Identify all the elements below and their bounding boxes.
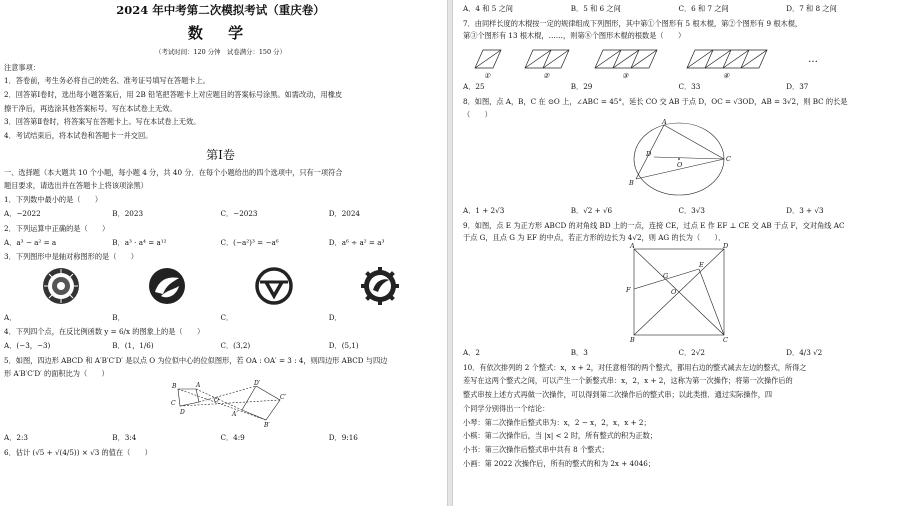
q10-line: 10．有依次排列的 2 个整式：x，x + 2，对任意相邻的两个整式，都用右边的整式减去左边的整式，所得之 <box>463 362 807 372</box>
question-10 <box>463 363 894 469</box>
label-c: C <box>722 336 728 344</box>
fig-label-2: ② <box>543 72 550 81</box>
question-stem: 8．如图，点 A，B，C 在 ⊙O 上，∠ABC = 45°，延长 CO 交 AB 于点 D，OC = √3OD，AB = 3√2，则 BC 的长是 <box>463 96 848 106</box>
label-e: E <box>698 261 704 270</box>
label-c: C <box>170 400 176 408</box>
square-diagram <box>619 243 739 343</box>
option-b: B．5 和 6 之间 <box>570 4 621 13</box>
option-b: B．a³ · a⁴ = a¹² <box>112 237 167 247</box>
question-stem: （ ） <box>463 109 492 119</box>
option-a: A． <box>4 312 17 322</box>
option-a: A．25 <box>463 82 485 92</box>
option-a: A．2 <box>463 347 480 357</box>
question-1 <box>4 195 437 218</box>
option-c: C．−2023 <box>220 209 258 219</box>
notes-title: 注意事项： <box>4 63 40 73</box>
option-a: A．a³ − a² = a <box>4 237 57 247</box>
options-row <box>4 341 437 351</box>
label-b: B <box>171 383 176 391</box>
circle-figure <box>463 119 894 202</box>
options-row <box>463 82 894 92</box>
note-line: 擦干净后，再选涂其他答案标号。写在本试卷上无效。 <box>4 103 177 113</box>
question-stem: 7．由同样长度的木棍按一定的规律组成下列图形，其中第①个图形有 5 根木棍，第②个图形有 9 根木棍， <box>463 18 803 28</box>
question-7 <box>463 19 894 92</box>
question-stem: 2．下列运算中正确的是（ ） <box>4 223 110 233</box>
option-d: D．(5,1) <box>328 341 359 351</box>
exam-title: 2024 年中考第二次模拟考试（重庆卷） <box>116 3 325 17</box>
option-d: D．a⁶ ÷ a² = a³ <box>328 237 385 247</box>
swirl-logo <box>145 266 189 306</box>
option-c: C．(3,2) <box>220 341 251 351</box>
option-b-figure <box>145 266 189 309</box>
option-c: C． <box>220 312 234 322</box>
option-b: B．3:4 <box>112 433 137 443</box>
ornate-disc-logo <box>39 266 83 306</box>
option-c: C．4:9 <box>220 433 245 443</box>
stick-pattern-figure <box>463 44 893 80</box>
option-c: C．2√2 <box>678 347 705 357</box>
label-b: B <box>629 336 635 344</box>
question-stem: 6．估计 (√5 + √(4/5)) × √3 的值在（ ） <box>4 447 152 457</box>
note-line: 3．回答第Ⅱ卷时，将答案写在答题卡上。写在本试卷上无效。 <box>4 117 201 127</box>
label-o: O <box>670 288 676 297</box>
options-row <box>4 209 437 219</box>
homothety-diagram <box>156 380 286 428</box>
label-c-prime: C′ <box>279 394 286 402</box>
option-a: A．(−3，−3) <box>4 341 51 351</box>
square-figure <box>463 243 894 346</box>
label-b-prime: B′ <box>263 422 270 429</box>
label-f: F <box>625 286 631 295</box>
question-stem: 4．下列四个点，在反比例函数 y = 6/x 的图象上的是（ ） <box>4 327 205 337</box>
option-d: D． <box>328 312 342 322</box>
q10-line: 小画：第 2022 次操作后，所有的整式的和为 2x + 4046； <box>463 458 656 468</box>
question-4 <box>4 327 437 350</box>
option-c: C．(−a²)³ = −a⁶ <box>220 237 279 247</box>
option-c: C．3√3 <box>678 206 705 216</box>
label-d: D <box>179 409 185 417</box>
ring-v-logo <box>252 266 296 306</box>
option-a: A．2:3 <box>4 433 28 443</box>
label-d: D <box>722 243 728 251</box>
notes-list <box>4 76 437 141</box>
option-b: B．2023 <box>112 209 144 219</box>
gear-logo <box>358 266 402 306</box>
question-5 <box>4 356 437 443</box>
options-row <box>4 238 437 248</box>
question-3 <box>4 252 437 322</box>
option-d: D．9:16 <box>328 433 358 443</box>
section-intro: 题目要求，请选出并在答题卡上将该项涂黑） <box>4 180 148 190</box>
option-d: D．7 和 8 之间 <box>786 4 837 13</box>
option-d: D．4/3 √2 <box>786 347 823 357</box>
question-2 <box>4 224 437 247</box>
q10-line: 差写在这两个整式之间，可以产生一个新整式串：x，2，x + 2，这称为第一次操作；将第一次操作后的 <box>463 376 793 386</box>
option-b: B．(1，1/6) <box>112 341 154 351</box>
question-9 <box>463 221 894 358</box>
label-g: G <box>662 272 668 281</box>
subject-title: 数 学 <box>187 23 254 42</box>
option-d: D．2024 <box>328 209 360 219</box>
section-intro: 一、选择题（本大题共 10 个小题，每小题 4 分，共 40 分．在每个小题给出的四个选项中，只有一项符合 <box>4 167 343 177</box>
option-a: A．−2022 <box>4 209 41 219</box>
option-b: B．29 <box>570 82 593 92</box>
option-d-figure <box>358 266 402 309</box>
label-a: A <box>661 119 667 127</box>
question-stem: 于点 G，且点 G 为 EF 的中点，若正方形的边长为 4√2，则 AG 的长为（ ）． <box>463 233 726 243</box>
question-stem: 1．下列数中最小的是（ ） <box>4 195 103 205</box>
option-d: D．3 + √3 <box>786 206 824 216</box>
option-a-figure <box>39 266 83 309</box>
options-row <box>463 206 894 216</box>
circle-diagram <box>624 119 734 199</box>
q10-line: 小书：第三次操作后整式串中共有 8 个整式； <box>463 444 609 454</box>
q10-line: 小棋：第二次操作后，当 |x| < 2 时，所有整式的积为正数； <box>463 431 657 441</box>
question-stem: 形 A′B′C′D′ 的面积比为（ ） <box>4 368 109 378</box>
option-d: D．37 <box>786 82 809 92</box>
label-o: O <box>213 397 219 405</box>
label-a-prime: A′ <box>231 411 238 419</box>
q6-options-row <box>463 4 894 14</box>
question-stem: 第③个图形有 13 根木棍，……，则第⑧个图形木棍的根数是（ ） <box>463 31 686 41</box>
option-b: B． <box>112 312 125 322</box>
options-row <box>463 348 894 358</box>
exam-info: （考试时间：120 分钟 试卷满分：150 分） <box>155 47 286 56</box>
logo-figures <box>4 266 437 309</box>
note-line: 2．回答第Ⅰ卷时，选出每小题答案后，用 2B 铅笔把答题卡上对应题目的答案标号涂黑。如需改动，用橡皮 <box>4 89 343 99</box>
question-stem: 5．如图，四边形 ABCD 和 A′B′C′D′ 是以点 O 为位似中心的位似图形，若 OA : OA′ = 3 : 4，则四边形 ABCD 与四边 <box>4 355 388 365</box>
left-page <box>0 0 447 506</box>
option-c-figure <box>252 266 296 309</box>
fig-label-3: ③ <box>622 72 629 81</box>
note-line: 4．考试结束后，将本试卷和答题卡一并交回。 <box>4 131 153 140</box>
label-a: A <box>195 382 200 390</box>
homothety-figure <box>4 380 437 431</box>
option-c: C．33 <box>678 82 701 92</box>
note-line: 1．答卷前，考生务必将自己的姓名、准考证号填写在答题卡上。 <box>4 76 210 86</box>
ellipsis-mark: … <box>808 54 818 66</box>
options-row <box>4 313 437 323</box>
fig-label-1: ① <box>484 72 491 81</box>
question-8 <box>463 97 894 216</box>
part-title: 第Ⅰ卷 <box>206 147 235 162</box>
label-d-prime: D′ <box>253 380 260 388</box>
q10-line: 小琴：第二次操作后整式串为：x，2 − x，2，x，x + 2； <box>463 417 651 427</box>
label-a: A <box>629 243 635 251</box>
option-c: C．6 和 7 之间 <box>678 4 729 13</box>
option-a: A．4 和 5 之间 <box>463 4 513 13</box>
q10-line: 整式串按上述方式再做一次操作，可以得到第二次操作后的整式串；以此类推．通过实际操作，四 <box>463 390 773 400</box>
label-b: B <box>628 179 634 188</box>
option-a: A．1 + 2√3 <box>463 206 505 216</box>
option-b: B．√2 + √6 <box>570 206 613 216</box>
question-6 <box>4 448 437 458</box>
label-o: O <box>676 161 682 170</box>
label-c: C <box>725 155 731 164</box>
options-row <box>4 433 437 443</box>
fig-label-4: ④ <box>723 72 730 81</box>
option-b: B．3 <box>570 347 588 357</box>
right-page <box>453 0 900 506</box>
question-stem: 3．下列图形中是轴对称图形的是（ ） <box>4 252 138 262</box>
label-d: D <box>645 150 651 159</box>
q10-line: 个同学分别得出一个结论： <box>463 403 550 413</box>
question-stem: 9．如图，点 E 为正方形 ABCD 的对角线 BD 上的一点，连接 CE，过点 E 作 EF ⊥ CE 交 AB 于点 F，交对角线 AC <box>463 220 845 230</box>
